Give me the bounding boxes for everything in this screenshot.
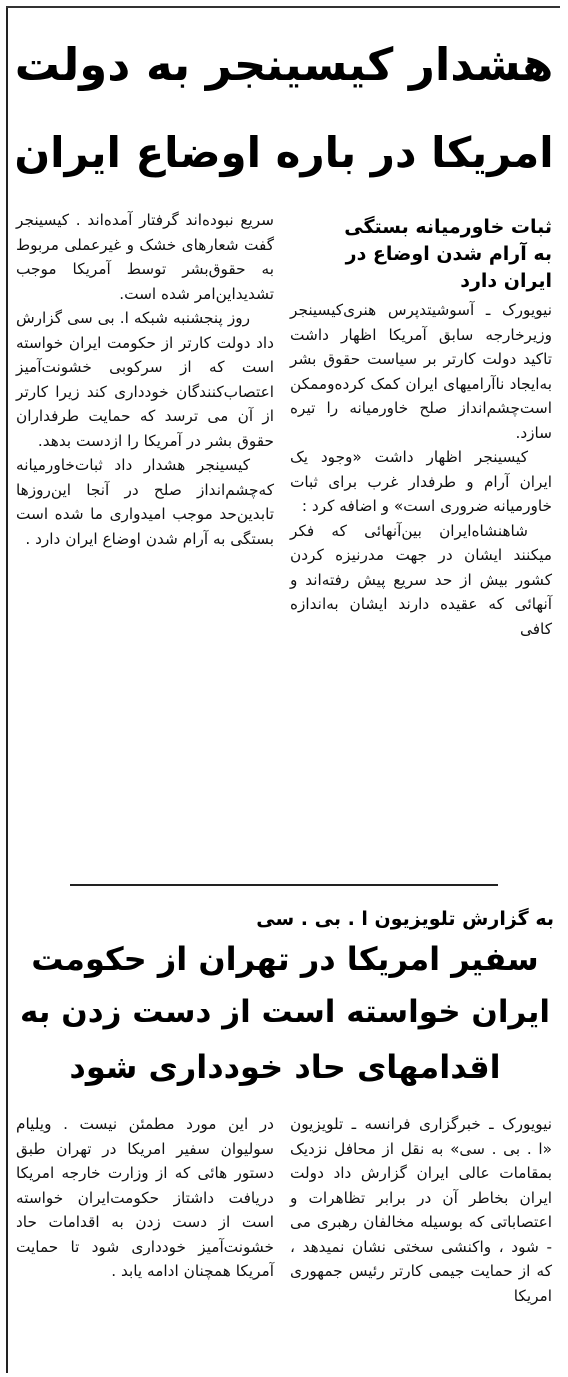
article1-headline-line1: هشدار کیسینجر به دولت [14, 38, 554, 91]
subheadline-line: ایران دارد [460, 270, 552, 292]
article2-headline-line1: سفیر امریکا در تهران از حکومت [31, 940, 539, 978]
clipping-border-top [6, 6, 560, 8]
paragraph: در این مورد مطمئن نیست . ویلیام سولیوان سفیر امریکا در تهران طبق دستور هائی که از وزارت خارجه امریکا دریافت داشتاز حکومت‌ایران خواسته است از دست زدن به اقدامات حاد خشونت‌آمیز خودداری شود تا حمایت آمریکا همچنان ادامه یابد . [16, 1115, 274, 1280]
subheadline-line: ثبات خاورمیانه بستگی [344, 216, 552, 238]
subheadline-line: به آرام شدن اوضاع در [345, 243, 552, 265]
article2-kicker: به گزارش تلویزیون ا . بی . سی [256, 908, 554, 930]
article1-left-column [16, 208, 274, 551]
clipping-border-left [6, 6, 8, 1373]
paragraph: نیویورک ـ خبرگزاری فرانسه ـ تلویزیون «ا . بی . سی» به نقل از محافل نزدیک بمقامات عالی ایران گزارش داد دولت ایران بخاطر آن در برابر تظاهرات و اعتصاباتی که بوسیله مخالفان رهبری می - شود ، واکنشی سختی نشان نمیدهد ، که از حمایت جیمی کارتر رئیس جمهوری امریکا [290, 1115, 552, 1305]
article2-left-column [16, 1112, 274, 1284]
article1-subheadline [290, 214, 552, 295]
paragraph: شاهنشاه‌ایران بین‌آنهائی که فکر میکنند ایشان در جهت مدرنیزه کردن کشور بیش از حد سریع پیش رفته‌اند و آنهائی که عقیده دارند ایشان به‌اندازه کافی [290, 521, 552, 638]
article2-headline-line2: ایران خواسته است از دست زدن به [20, 994, 550, 1030]
paragraph: سریع نبوده‌اند گرفتار آمده‌اند . کیسینجر گفت شعارهای خشک و غیرعملی مربوط به حقوق‌بشر توسط آمریکا موجب تشدیداین‌امر شده است. [16, 211, 274, 303]
paragraph: روز پنجشنبه شبکه ا. بی سی گزارش داد دولت کارتر از حکومت ایران خواسته است که از سرکوبی خشونت‌آمیز اعتصاب‌کنندگان خودداری کند زیرا کارتر از آن می ترسد که حمایت طرفداران حقوق بشر در آمریکا را ازدست بدهد. [16, 309, 274, 450]
article-separator [70, 884, 498, 886]
article1-right-column [290, 298, 552, 641]
paragraph: کیسینجر اظهار داشت «وجود یک ایران آرام و طرفدار غرب برای ثبات خاورمیانه ضروری است» و اضافه کرد : [290, 448, 552, 515]
article1-headline-line2: امریکا در باره اوضاع ایران [14, 128, 554, 177]
article2-right-column [290, 1112, 552, 1308]
paragraph: نیویورک ـ آسوشیتدپرس هنری‌کیسینجر وزیرخارجه سابق آمریکا اظهار داشت تاکید دولت کارتر بر سیاست حقوق بشر به‌ایجاد ناآرامیهای ایران کمک کرده‌وممکن است‌چشم‌انداز صلح خاورمیانه را تیره سازد. [290, 301, 552, 442]
paragraph: کیسینجر هشدار داد ثبات‌خاورمیانه که‌چشم‌انداز صلح در آنجا این‌روزها تابدین‌حد موجب امیدواری ما شده است بستگی به آرام شدن اوضاع ایران دارد . [16, 456, 274, 548]
article2-headline-line3: اقدامهای حاد خودداری شود [69, 1048, 501, 1086]
